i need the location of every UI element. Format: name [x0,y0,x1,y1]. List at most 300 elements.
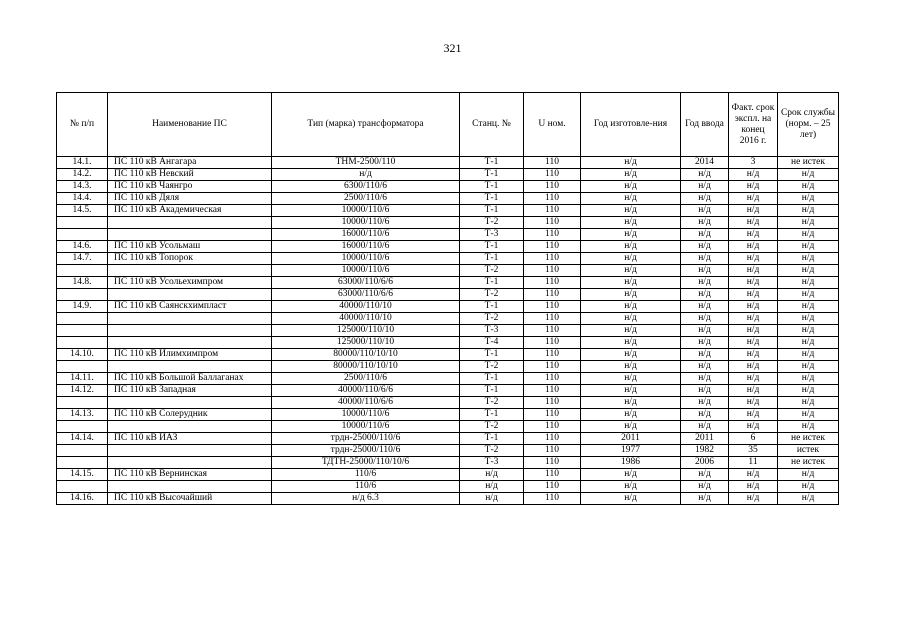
cell-station-number: н/д [460,481,524,493]
cell-service-life: н/д [778,205,839,217]
cell-num [57,325,108,337]
table-row [57,469,839,481]
cell-num [57,361,108,373]
cell-input-year: н/д [681,397,729,409]
cell-transformer-type: трдн-25000/110/6 [272,445,460,457]
cell-manufacture-year: н/д [581,313,681,325]
cell-voltage: 110 [524,337,581,349]
cell-input-year: н/д [681,265,729,277]
cell-substation-name: ПС 110 кВ Топорок [108,253,272,265]
cell-substation-name: ПС 110 кВ Высочайший [108,493,272,505]
cell-input-year: н/д [681,193,729,205]
cell-num [57,421,108,433]
cell-station-number: Т-1 [460,205,524,217]
table-row [57,349,839,361]
table-row [57,337,839,349]
cell-transformer-type: 80000/110/10/10 [272,361,460,373]
cell-manufacture-year: н/д [581,253,681,265]
cell-station-number: Т-2 [460,445,524,457]
cell-actual-term: н/д [729,337,778,349]
cell-station-number: Т-1 [460,301,524,313]
cell-voltage: 110 [524,433,581,445]
cell-substation-name [108,361,272,373]
cell-substation-name: ПС 110 кВ Вернинская [108,469,272,481]
cell-transformer-type: ТНМ-2500/110 [272,157,460,169]
cell-service-life: н/д [778,349,839,361]
table-row [57,481,839,493]
cell-transformer-type: 110/6 [272,481,460,493]
cell-num [57,289,108,301]
cell-transformer-type: 40000/110/10 [272,313,460,325]
cell-service-life: н/д [778,337,839,349]
cell-transformer-type: 2500/110/6 [272,373,460,385]
cell-substation-name: ПС 110 кВ Солерудник [108,409,272,421]
cell-transformer-type: 10000/110/6 [272,205,460,217]
cell-input-year: н/д [681,325,729,337]
cell-voltage: 110 [524,469,581,481]
cell-voltage: 110 [524,409,581,421]
cell-service-life: н/д [778,493,839,505]
cell-voltage: 110 [524,229,581,241]
cell-actual-term: н/д [729,181,778,193]
header-voltage: U ном. [524,93,581,157]
cell-voltage: 110 [524,205,581,217]
cell-manufacture-year: н/д [581,337,681,349]
cell-station-number: Т-1 [460,277,524,289]
cell-manufacture-year: н/д [581,289,681,301]
cell-voltage: 110 [524,181,581,193]
table-row [57,373,839,385]
cell-service-life: не истек [778,433,839,445]
cell-input-year: н/д [681,337,729,349]
cell-voltage: 110 [524,289,581,301]
cell-num [57,445,108,457]
cell-service-life: истек [778,445,839,457]
cell-service-life: н/д [778,373,839,385]
cell-transformer-type: 6300/110/6 [272,181,460,193]
cell-service-life: не истек [778,457,839,469]
cell-voltage: 110 [524,313,581,325]
table-row [57,193,839,205]
cell-manufacture-year: н/д [581,217,681,229]
cell-service-life: н/д [778,241,839,253]
cell-num: 14.9. [57,301,108,313]
cell-service-life: н/д [778,385,839,397]
cell-transformer-type: 10000/110/6 [272,421,460,433]
cell-substation-name [108,337,272,349]
cell-num [57,229,108,241]
cell-num: 14.15. [57,469,108,481]
cell-actual-term: н/д [729,205,778,217]
cell-actual-term: н/д [729,229,778,241]
cell-station-number: Т-2 [460,217,524,229]
cell-actual-term: н/д [729,385,778,397]
header-actual-term: Факт. срок экспл. на конец 2016 г. [729,93,778,157]
table-row [57,217,839,229]
cell-manufacture-year: 2011 [581,433,681,445]
cell-actual-term: н/д [729,349,778,361]
cell-voltage: 110 [524,481,581,493]
cell-service-life: н/д [778,289,839,301]
header-service-life: Срок службы (норм. – 25 лет) [778,93,839,157]
cell-num: 14.7. [57,253,108,265]
cell-voltage: 110 [524,373,581,385]
cell-num: 14.10. [57,349,108,361]
cell-voltage: 110 [524,361,581,373]
cell-actual-term: н/д [729,469,778,481]
transformer-table [56,92,839,505]
header-name: Наименование ПС [108,93,272,157]
cell-voltage: 110 [524,445,581,457]
cell-actual-term: 3 [729,157,778,169]
cell-service-life: н/д [778,313,839,325]
cell-substation-name [108,217,272,229]
cell-voltage: 110 [524,193,581,205]
cell-substation-name [108,229,272,241]
cell-manufacture-year: н/д [581,229,681,241]
table-row [57,241,839,253]
cell-service-life: н/д [778,169,839,181]
cell-manufacture-year: 1977 [581,445,681,457]
cell-num: 14.12. [57,385,108,397]
cell-service-life: н/д [778,421,839,433]
cell-substation-name [108,265,272,277]
cell-transformer-type: 10000/110/6 [272,253,460,265]
cell-transformer-type: 10000/110/6 [272,265,460,277]
cell-service-life: н/д [778,253,839,265]
cell-service-life: н/д [778,193,839,205]
cell-num [57,313,108,325]
cell-voltage: 110 [524,277,581,289]
cell-substation-name [108,325,272,337]
cell-num: 14.14. [57,433,108,445]
cell-num: 14.2. [57,169,108,181]
cell-transformer-type: 110/6 [272,469,460,481]
cell-num: 14.8. [57,277,108,289]
cell-voltage: 110 [524,169,581,181]
cell-substation-name: ПС 110 кВ Саянскхимпласт [108,301,272,313]
cell-manufacture-year: н/д [581,277,681,289]
cell-num: 14.4. [57,193,108,205]
cell-substation-name [108,481,272,493]
cell-input-year: н/д [681,349,729,361]
cell-manufacture-year: н/д [581,241,681,253]
table-row [57,181,839,193]
cell-manufacture-year: н/д [581,361,681,373]
cell-transformer-type: 63000/110/6/6 [272,289,460,301]
cell-input-year: н/д [681,481,729,493]
header-row [57,93,839,157]
cell-num: 14.13. [57,409,108,421]
cell-transformer-type: 125000/110/10 [272,325,460,337]
cell-manufacture-year: н/д [581,469,681,481]
cell-voltage: 110 [524,301,581,313]
cell-input-year: н/д [681,361,729,373]
table-row [57,493,839,505]
cell-num [57,397,108,409]
cell-transformer-type: 16000/110/6 [272,229,460,241]
header-type: Тип (марка) трансформатора [272,93,460,157]
cell-substation-name [108,313,272,325]
cell-input-year: 1982 [681,445,729,457]
cell-manufacture-year: н/д [581,157,681,169]
cell-actual-term: н/д [729,325,778,337]
cell-actual-term: н/д [729,241,778,253]
cell-service-life: н/д [778,397,839,409]
cell-station-number: Т-1 [460,385,524,397]
cell-input-year: н/д [681,217,729,229]
table-row [57,409,839,421]
cell-manufacture-year: н/д [581,493,681,505]
cell-num: 14.3. [57,181,108,193]
cell-manufacture-year: н/д [581,265,681,277]
cell-manufacture-year: н/д [581,409,681,421]
cell-num [57,481,108,493]
cell-num: 14.1. [57,157,108,169]
cell-service-life: н/д [778,409,839,421]
header-num: № п/п [57,93,108,157]
cell-transformer-type: н/д [272,169,460,181]
cell-station-number: Т-1 [460,157,524,169]
cell-voltage: 110 [524,241,581,253]
table-body [57,157,839,505]
table-row [57,313,839,325]
table-row [57,229,839,241]
cell-voltage: 110 [524,457,581,469]
cell-manufacture-year: н/д [581,421,681,433]
cell-voltage: 110 [524,493,581,505]
cell-transformer-type: 80000/110/10/10 [272,349,460,361]
cell-actual-term: н/д [729,193,778,205]
cell-station-number: Т-1 [460,181,524,193]
cell-input-year: н/д [681,469,729,481]
cell-transformer-type: 125000/110/10 [272,337,460,349]
table-row [57,289,839,301]
cell-num [57,457,108,469]
cell-station-number: Т-3 [460,325,524,337]
cell-manufacture-year: н/д [581,205,681,217]
cell-manufacture-year: н/д [581,385,681,397]
cell-input-year: н/д [681,229,729,241]
cell-station-number: Т-2 [460,313,524,325]
cell-input-year: н/д [681,289,729,301]
cell-input-year: н/д [681,181,729,193]
cell-substation-name [108,445,272,457]
table-row [57,433,839,445]
cell-actual-term: 6 [729,433,778,445]
cell-substation-name: ПС 110 кВ ИАЗ [108,433,272,445]
cell-station-number: Т-2 [460,265,524,277]
header-input-year: Год ввода [681,93,729,157]
cell-substation-name: ПС 110 кВ Чаянгро [108,181,272,193]
cell-service-life: н/д [778,481,839,493]
cell-actual-term: н/д [729,277,778,289]
cell-input-year: н/д [681,409,729,421]
cell-substation-name: ПС 110 кВ Усольехимпром [108,277,272,289]
cell-actual-term: н/д [729,217,778,229]
table-row [57,421,839,433]
cell-num: 14.6. [57,241,108,253]
cell-transformer-type: 16000/110/6 [272,241,460,253]
cell-service-life: н/д [778,361,839,373]
cell-num [57,265,108,277]
cell-voltage: 110 [524,421,581,433]
cell-voltage: 110 [524,265,581,277]
cell-service-life: н/д [778,229,839,241]
table-row [57,445,839,457]
cell-num: 14.5. [57,205,108,217]
cell-station-number: Т-1 [460,433,524,445]
cell-actual-term: 35 [729,445,778,457]
header-station-number: Станц. № [460,93,524,157]
cell-transformer-type: ТДТН-25000/110/10/6 [272,457,460,469]
cell-station-number: Т-1 [460,373,524,385]
cell-manufacture-year: н/д [581,349,681,361]
cell-actual-term: н/д [729,301,778,313]
cell-service-life: н/д [778,325,839,337]
cell-num: 14.16. [57,493,108,505]
cell-substation-name: ПС 110 кВ Ангагара [108,157,272,169]
cell-station-number: Т-2 [460,361,524,373]
cell-input-year: н/д [681,277,729,289]
cell-station-number: Т-4 [460,337,524,349]
cell-voltage: 110 [524,157,581,169]
cell-input-year: 2011 [681,433,729,445]
cell-substation-name: ПС 110 кВ Западная [108,385,272,397]
cell-manufacture-year: н/д [581,301,681,313]
cell-transformer-type: н/д 6.3 [272,493,460,505]
table-row [57,301,839,313]
cell-num [57,337,108,349]
cell-input-year: н/д [681,253,729,265]
cell-actual-term: н/д [729,361,778,373]
cell-transformer-type: 40000/110/6/6 [272,397,460,409]
cell-station-number: Т-1 [460,241,524,253]
cell-actual-term: н/д [729,289,778,301]
cell-service-life: н/д [778,469,839,481]
cell-substation-name: ПС 110 кВ Дяля [108,193,272,205]
cell-transformer-type: трдн-25000/110/6 [272,433,460,445]
table-row [57,265,839,277]
cell-actual-term: н/д [729,313,778,325]
cell-actual-term: н/д [729,397,778,409]
cell-actual-term: н/д [729,169,778,181]
cell-service-life: н/д [778,277,839,289]
cell-actual-term: н/д [729,409,778,421]
cell-service-life: н/д [778,217,839,229]
cell-actual-term: н/д [729,265,778,277]
cell-voltage: 110 [524,349,581,361]
cell-manufacture-year: н/д [581,325,681,337]
cell-substation-name: ПС 110 кВ Большой Баллаганах [108,373,272,385]
cell-voltage: 110 [524,397,581,409]
cell-input-year: н/д [681,373,729,385]
cell-transformer-type: 63000/110/6/6 [272,277,460,289]
cell-station-number: Т-3 [460,457,524,469]
cell-manufacture-year: н/д [581,169,681,181]
cell-transformer-type: 2500/110/6 [272,193,460,205]
cell-substation-name [108,397,272,409]
cell-station-number: Т-1 [460,193,524,205]
cell-manufacture-year: н/д [581,397,681,409]
cell-input-year: н/д [681,385,729,397]
header-manufacture-year: Год изготовле-ния [581,93,681,157]
cell-num [57,217,108,229]
cell-substation-name [108,457,272,469]
cell-voltage: 110 [524,253,581,265]
cell-voltage: 110 [524,325,581,337]
cell-substation-name: ПС 110 кВ Усольмаш [108,241,272,253]
cell-substation-name: ПС 110 кВ Академическая [108,205,272,217]
cell-manufacture-year: н/д [581,373,681,385]
cell-station-number: Т-2 [460,397,524,409]
cell-station-number: Т-2 [460,421,524,433]
cell-actual-term: н/д [729,493,778,505]
table-row [57,457,839,469]
cell-actual-term: н/д [729,253,778,265]
cell-voltage: 110 [524,385,581,397]
table-row [57,397,839,409]
cell-input-year: н/д [681,421,729,433]
cell-actual-term: н/д [729,421,778,433]
cell-input-year: н/д [681,169,729,181]
cell-station-number: н/д [460,493,524,505]
cell-manufacture-year: н/д [581,193,681,205]
cell-station-number: н/д [460,469,524,481]
table-row [57,277,839,289]
cell-input-year: н/д [681,313,729,325]
page-number: 321 [443,41,462,55]
cell-input-year: 2006 [681,457,729,469]
table-row [57,157,839,169]
cell-transformer-type: 40000/110/6/6 [272,385,460,397]
cell-station-number: Т-1 [460,169,524,181]
cell-input-year: н/д [681,241,729,253]
cell-input-year: 2014 [681,157,729,169]
cell-substation-name [108,421,272,433]
cell-transformer-type: 40000/110/10 [272,301,460,313]
cell-substation-name: ПС 110 кВ Илимхимпром [108,349,272,361]
cell-station-number: Т-1 [460,349,524,361]
cell-voltage: 110 [524,217,581,229]
cell-actual-term: н/д [729,373,778,385]
cell-actual-term: 11 [729,457,778,469]
cell-station-number: Т-1 [460,253,524,265]
cell-service-life: н/д [778,301,839,313]
cell-substation-name [108,289,272,301]
cell-service-life: н/д [778,265,839,277]
cell-service-life: не истек [778,157,839,169]
table-row [57,361,839,373]
cell-transformer-type: 10000/110/6 [272,217,460,229]
table-row [57,205,839,217]
table-row [57,325,839,337]
cell-num: 14.11. [57,373,108,385]
cell-actual-term: н/д [729,481,778,493]
cell-input-year: н/д [681,205,729,217]
cell-input-year: н/д [681,301,729,313]
cell-station-number: Т-2 [460,289,524,301]
cell-input-year: н/д [681,493,729,505]
cell-service-life: н/д [778,181,839,193]
cell-manufacture-year: н/д [581,481,681,493]
cell-manufacture-year: 1986 [581,457,681,469]
table-row [57,385,839,397]
cell-station-number: Т-3 [460,229,524,241]
table-row [57,169,839,181]
cell-manufacture-year: н/д [581,181,681,193]
cell-substation-name: ПС 110 кВ Невский [108,169,272,181]
